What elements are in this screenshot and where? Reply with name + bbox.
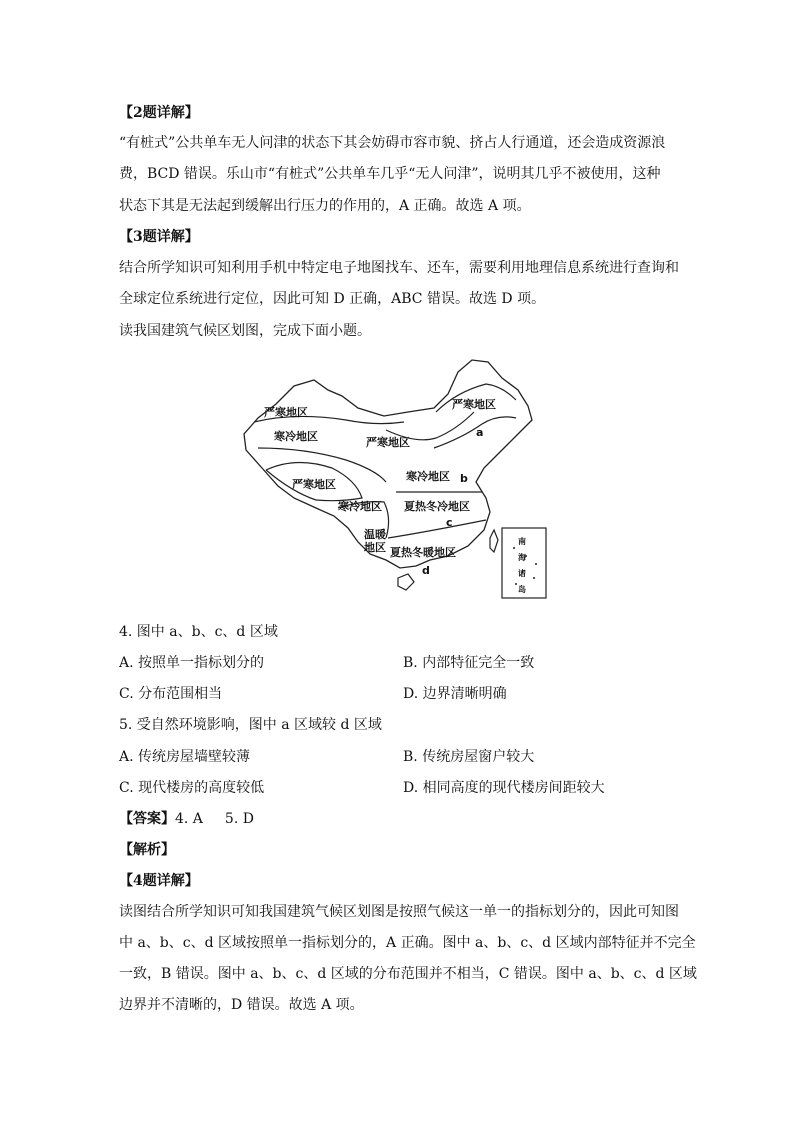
q4-detail-line-3: 一致，B 错误。图中 a、b、c、d 区域的分布范围并不相当，C 错误。图中 a、b、c、d 区域 bbox=[119, 966, 697, 982]
label-nw-severe: 严寒地区 bbox=[264, 406, 308, 419]
q5-option-b: B. 传统房屋窗户较大 bbox=[403, 749, 535, 765]
q4-detail-line-1: 读图结合所学知识可知我国建筑气候区划图是按照气候这一单一的指标划分的，因此可知图 bbox=[119, 904, 679, 920]
label-warm-1: 温暖 bbox=[364, 528, 386, 541]
q4-option-b: B. 内部特征完全一致 bbox=[403, 655, 535, 671]
label-hsww: 夏热冬暖地区 bbox=[390, 546, 456, 559]
label-nw-cold: 寒冷地区 bbox=[274, 430, 318, 443]
label-c: c bbox=[446, 516, 453, 529]
label-north-cold: 寒冷地区 bbox=[406, 470, 450, 483]
q4-option-c: C. 分布范围相当 bbox=[119, 686, 223, 702]
analysis-heading: 【解析】 bbox=[119, 842, 175, 858]
label-scs-1: 南 bbox=[518, 537, 526, 546]
q2-para-line-1: “有桩式”公共单车无人问津的状态下其会妨碍市容市貌、挤占人行通道，还会造成资源浪 bbox=[119, 135, 666, 151]
label-b: b bbox=[460, 472, 468, 485]
q2-para-line-2: 费，BCD 错误。乐山市“有桩式”公共单车几乎“无人问津”，说明其几乎不被使用，这种 bbox=[119, 166, 661, 182]
q5-option-c: C. 现代楼房的高度较低 bbox=[119, 780, 265, 796]
q3-para-line-1: 结合所学知识可知利用手机中特定电子地图找车、还车，需要利用地理信息系统进行查询和 bbox=[119, 260, 679, 276]
q4-stem: 4. 图中 a、b、c、d 区域 bbox=[119, 624, 278, 640]
q5-option-d: D. 相同高度的现代楼房间距较大 bbox=[403, 780, 605, 796]
label-d: d bbox=[422, 564, 430, 577]
q3-heading: 【3题详解】 bbox=[119, 229, 199, 245]
q4-detail-line-2: 中 a、b、c、d 区域按照单一指标划分的，A 正确。图中 a、b、c、d 区域内部特征并不完全 bbox=[119, 935, 696, 951]
label-ne-severe: 严寒地区 bbox=[452, 398, 496, 411]
q4-detail-heading: 【4题详解】 bbox=[119, 873, 199, 889]
label-sw-cold: 寒冷地区 bbox=[338, 500, 382, 513]
q2-para-line-3: 状态下其是无法起到缓解出行压力的作用的，A 正确。故选 A 项。 bbox=[119, 198, 531, 214]
label-a: a bbox=[476, 426, 484, 439]
q5-option-a: A. 传统房屋墙壁较薄 bbox=[119, 749, 251, 765]
q4-option-a: A. 按照单一指标划分的 bbox=[119, 655, 265, 671]
q2-heading: 【2题详解】 bbox=[119, 105, 199, 121]
intro-text: 读我国建筑气候区划图，完成下面小题。 bbox=[119, 323, 371, 339]
label-north-severe: 严寒地区 bbox=[366, 436, 410, 449]
label-warm-2: 地区 bbox=[364, 541, 386, 554]
answer-line bbox=[119, 809, 254, 829]
q4-detail-line-4: 边界并不清晰的，D 错误。故选 A 项。 bbox=[119, 997, 364, 1013]
china-climate-zoning-map bbox=[236, 352, 556, 602]
answer-q4: 4. A bbox=[175, 811, 203, 827]
q4-option-d: D. 边界清晰明确 bbox=[403, 686, 507, 702]
label-scs-3: 诸 bbox=[518, 569, 526, 578]
label-scs-2: 海 bbox=[518, 553, 526, 562]
answer-label: 【答案】 bbox=[119, 811, 175, 827]
q5-stem: 5. 受自然环境影响，图中 a 区域较 d 区域 bbox=[119, 717, 382, 733]
hainan-island bbox=[398, 574, 414, 590]
label-hscw: 夏热冬冷地区 bbox=[404, 500, 470, 513]
q3-para-line-2: 全球定位系统进行定位，因此可知 D 正确，ABC 错误。故选 D 项。 bbox=[119, 291, 546, 307]
label-scs-4: 岛 bbox=[518, 585, 526, 594]
label-tibet-severe: 严寒地区 bbox=[292, 478, 336, 491]
answer-q5: 5. D bbox=[224, 811, 254, 827]
taiwan-island bbox=[490, 530, 498, 552]
